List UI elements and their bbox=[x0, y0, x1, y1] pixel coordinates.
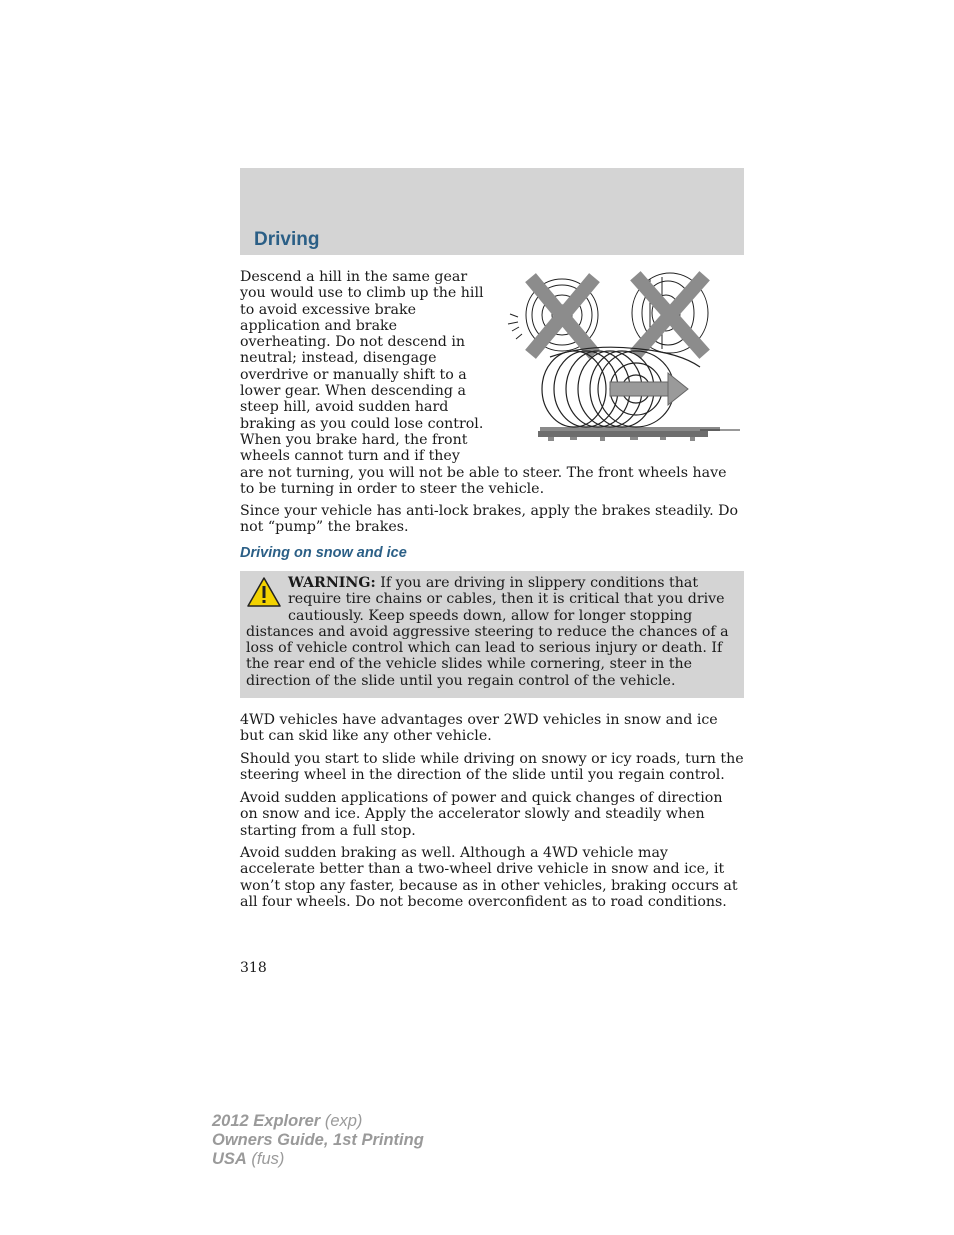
warning-text: If you are driving in slippery conditions that require tire chains or cables, then it is critical that you drive cautiously. Keep speeds down, allow for longer stopping distances and avoid aggressive steering to reduce the chances of a loss of vehicle control which can lead to serious injury or death. If the rear end of the vehicle slides while cornering, steer in the direction of the slide until you regain control of the vehicle. bbox=[246, 575, 729, 689]
subheading: Driving on snow and ice bbox=[240, 545, 407, 561]
paragraph-power: Avoid sudden applications of power and quick changes of direction on snow and ice. Apply the accelerator slowly and steadily when starting from a full stop. bbox=[240, 790, 723, 839]
wheel-skid-illustration bbox=[490, 269, 744, 459]
footer-market-code: (fus) bbox=[246, 1150, 285, 1168]
warning-label: WARNING: bbox=[288, 575, 376, 591]
page-number: 318 bbox=[240, 960, 267, 976]
warning-box bbox=[240, 571, 744, 698]
paragraph-4wd: 4WD vehicles have advantages over 2WD vehicles in snow and ice but can skid like any other vehicle. bbox=[240, 712, 718, 745]
footer-model-code: (exp) bbox=[320, 1112, 363, 1130]
paragraph-braking: Avoid sudden braking as well. Although a 4WD vehicle may accelerate better than a two-wheel drive vehicle in snow and ice, it won’t stop any faster, because as in other vehicles, braking occurs at all four wheels. Do not become overconfident as to road conditions. bbox=[240, 845, 738, 910]
footer-model: 2012 Explorer bbox=[212, 1112, 321, 1130]
intro-paragraph: Descend a hill in the same gear you would use to climb up the hill to avoid excessive brake application and brake overheating. Do not descend in neutral; instead, disengage overdrive or manually shift to a lower gear. When descending a steep hill, avoid sudden hard braking as you could lose control. When you brake hard, the front wheels cannot turn and if they are not turning, you will not be able to steer. The front wheels have to be turning in order to steer the vehicle. bbox=[240, 269, 727, 497]
footer-guide: Owners Guide, 1st Printing bbox=[212, 1131, 424, 1149]
page-title: Driving bbox=[254, 229, 320, 250]
abs-paragraph: Since your vehicle has anti-lock brakes, apply the brakes steadily. Do not “pump” the brakes. bbox=[240, 503, 739, 536]
intro-section bbox=[240, 269, 744, 497]
paragraph-slide: Should you start to slide while driving on snowy or icy roads, turn the steering wheel in the direction of the slide until you regain control. bbox=[240, 751, 744, 784]
warning-triangle-icon bbox=[246, 575, 282, 609]
header-band bbox=[240, 168, 744, 255]
footer bbox=[212, 1112, 424, 1169]
footer-market: USA bbox=[212, 1150, 247, 1168]
